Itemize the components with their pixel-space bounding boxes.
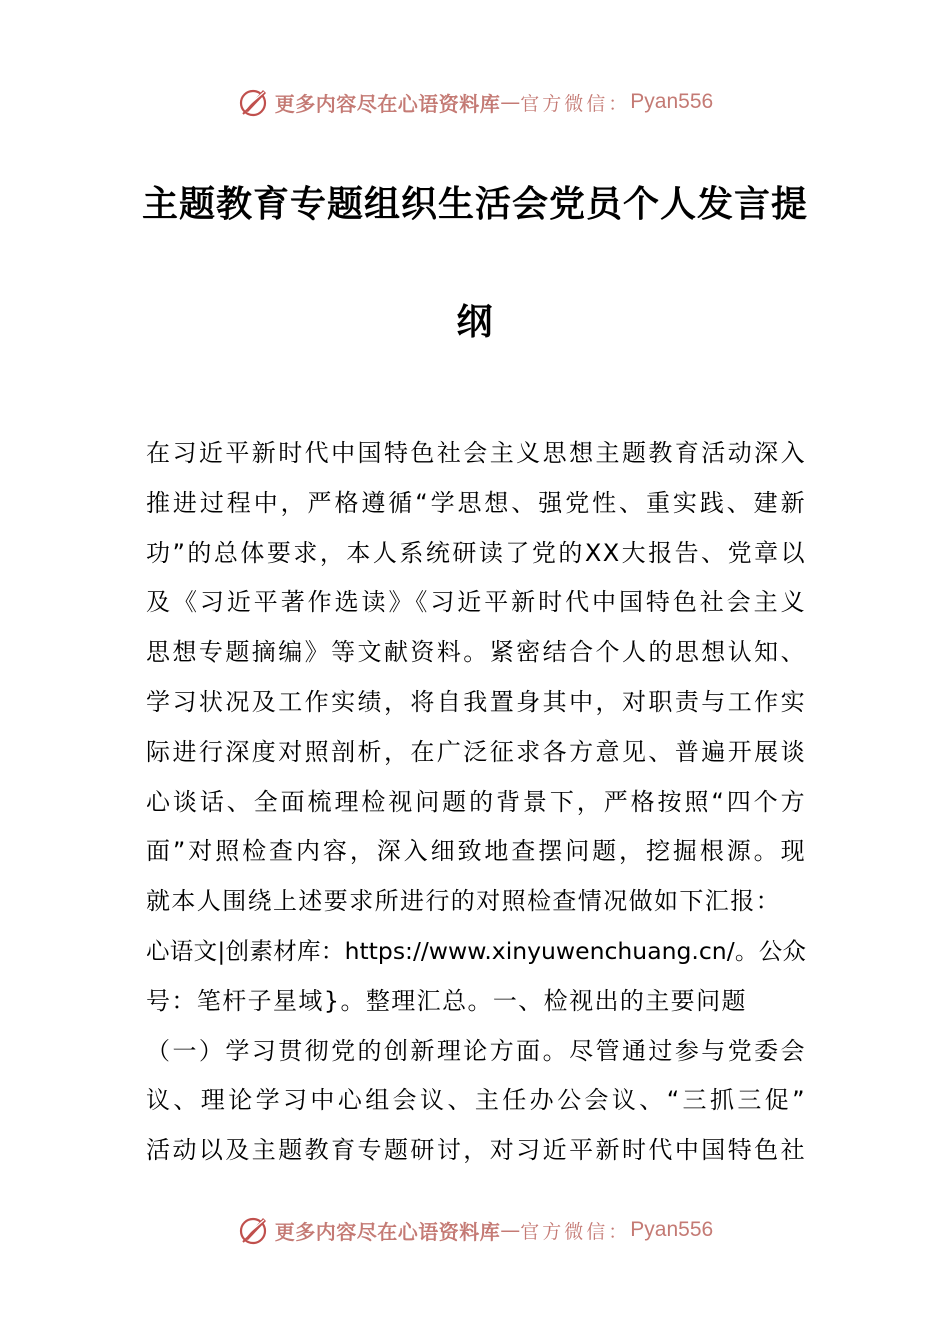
header-brand-text: 更多内容尽在心语资料库	[274, 91, 501, 116]
footer-wechat-label: 官方微信：	[520, 1220, 631, 1243]
body-line: 面”对照检查内容，深入细致地查摆问题，挖掘根源。现	[146, 837, 806, 866]
body-line: 及《习近平著作选读》《习近平新时代中国特色社会主义	[146, 588, 806, 617]
body-line: 际进行深度对照剖析，在广泛征求各方意见、普遍开展谈	[146, 737, 806, 766]
body-line: 在习近平新时代中国特色社会主义思想主题教育活动深入	[146, 439, 806, 467]
footer-banner	[0, 1210, 950, 1250]
header-wechat-label: 官方微信：	[520, 92, 631, 115]
footer-wechat-id: Pyan556	[630, 1218, 714, 1241]
body-line: 号：笔杆子星域}。整理汇总。一、检视出的主要问题	[146, 986, 747, 1015]
header-dash: —	[500, 90, 521, 114]
body-line: 思想专题摘编》等文献资料。紧密结合个人的思想认知、	[146, 638, 806, 667]
body-line-source-link: 心语文|创素材库：https://www.xinyuwenchuang.cn/。公众	[146, 936, 806, 965]
body-line: 就本人围绕上述要求所进行的对照检查情况做如下汇报：	[146, 887, 781, 916]
body-line: 功”的总体要求，本人系统研读了党的XX大报告、党章以	[146, 538, 806, 567]
page-title-line-2: 纲	[456, 301, 494, 343]
quill-logo-icon	[237, 1212, 273, 1248]
body-text	[146, 429, 806, 1176]
body-line: （一）学习贯彻党的创新理论方面。尽管通过参与党委会	[146, 1036, 806, 1065]
footer-brand-text: 更多内容尽在心语资料库	[274, 1219, 501, 1244]
body-line: 议、理论学习中心组会议、主任办公会议、“三抓三促”	[146, 1086, 806, 1115]
body-line: 学习状况及工作实绩，将自我置身其中，对职责与工作实	[146, 687, 806, 716]
page-title-line-1: 主题教育专题组织生活会党员个人发言提	[141, 183, 808, 225]
body-line: 推进过程中，严格遵循“学思想、强党性、重实践、建新	[146, 488, 806, 517]
body-line: 活动以及主题教育专题研讨，对习近平新时代中国特色社	[146, 1136, 806, 1165]
footer-dash: —	[500, 1218, 521, 1242]
quill-logo-icon	[237, 84, 273, 120]
header-wechat-id: Pyan556	[630, 90, 714, 113]
header-banner	[0, 82, 950, 122]
body-line: 心谈话、全面梳理检视问题的背景下，严格按照“四个方	[146, 787, 806, 816]
